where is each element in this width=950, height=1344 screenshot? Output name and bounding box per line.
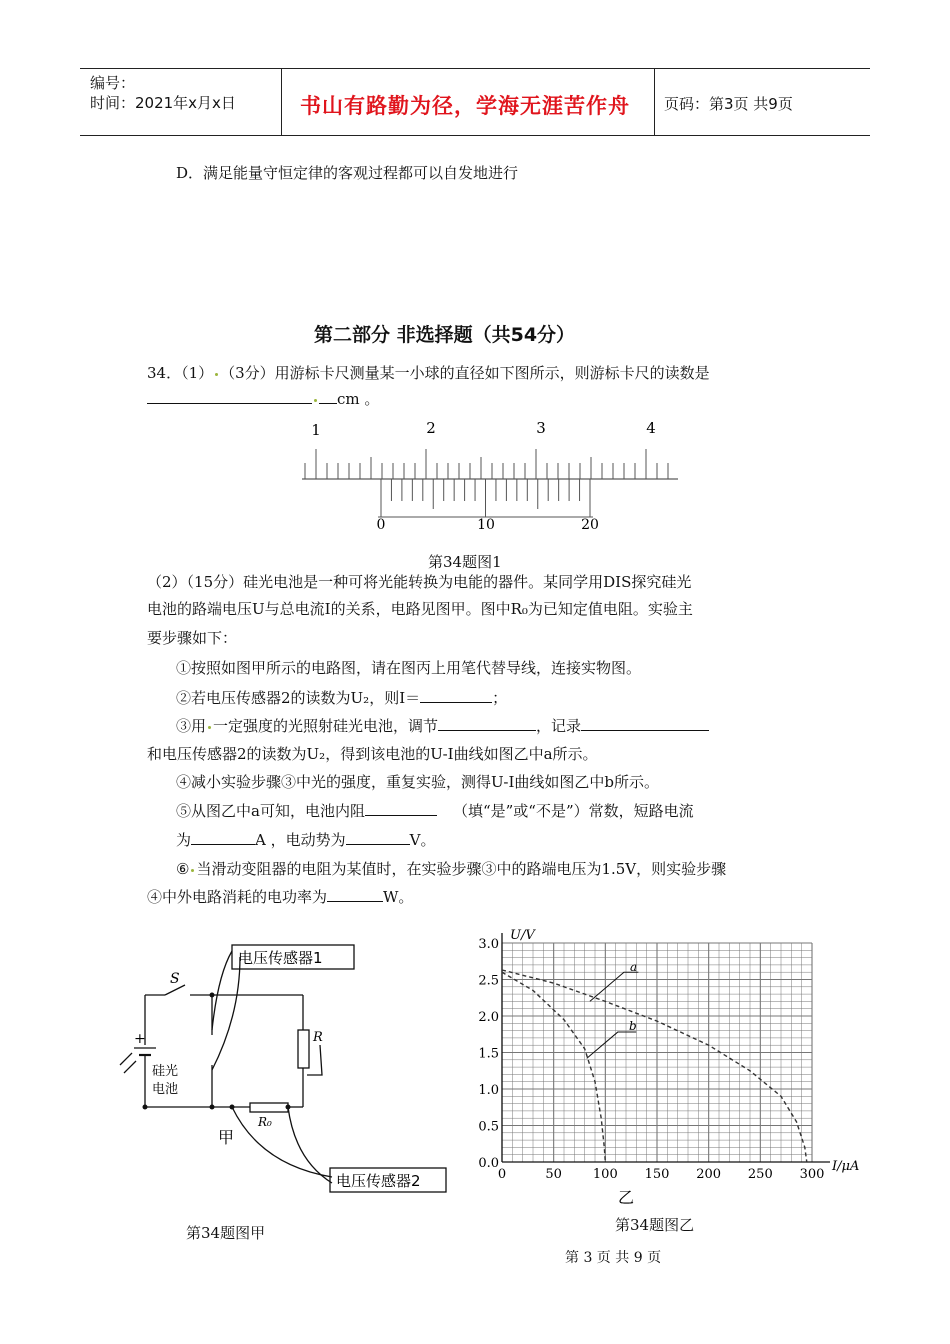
marker-dot [208, 726, 211, 729]
ui-curve-chart [470, 925, 880, 1215]
header-divider [654, 68, 655, 135]
light-arrow [124, 1061, 136, 1073]
y-tick-label: 1.5 [478, 1046, 499, 1062]
vernier-caliper-figure [290, 415, 690, 540]
q34-part2-line2: 电池的路端电压U与总电流I的关系，电路见图甲。图中R₀为已知定值电阻。实验主 [147, 600, 693, 618]
main-scale-label: 3 [536, 419, 546, 437]
marker-dot [314, 399, 317, 402]
sensor1-lead [212, 951, 232, 1030]
sensor1-label: 电压传感器1 [238, 949, 323, 967]
step-3-cont: 和电压传感器2的读数为U₂，得到该电池的U-I曲线如图乙中a所示。 [147, 745, 598, 763]
vernier-scale [378, 479, 593, 517]
header-motto: 书山有路勤为径，学海无涯苦作舟 [300, 94, 630, 118]
header-divider [281, 68, 282, 135]
y-tick-label: 2.5 [478, 973, 499, 989]
step-3: ③用 一定强度的光照射硅光电池，调节 ，记录 [176, 715, 709, 736]
figure-name-jia: 甲 [218, 1128, 235, 1147]
step-5: ⑤从图乙中a可知，电池内阻 （填“是”或“不是”）常数，短路电流 [176, 802, 694, 820]
x-tick-label: 300 [799, 1167, 825, 1182]
y-axis-label: U/V [510, 928, 535, 943]
y-tick-label: 2.0 [478, 1010, 499, 1025]
answer-blank[interactable] [346, 830, 410, 845]
header-top-rule [80, 68, 870, 69]
main-scale [302, 449, 678, 479]
main-scale-label: 2 [426, 419, 436, 437]
option-d: D．满足能量守恒定律的客观过程都可以自发地进行 [176, 164, 519, 182]
sensor2-label: 电压传感器2 [336, 1172, 421, 1190]
answer-blank[interactable] [319, 389, 337, 404]
answer-blank[interactable] [581, 716, 709, 731]
chart-curves [502, 970, 807, 1162]
section-title: 第二部分 非选择题（共54分） [314, 324, 576, 346]
x-tick-label: 100 [592, 1167, 618, 1182]
y-tick-label: 3.0 [478, 937, 499, 952]
answer-blank[interactable] [365, 801, 437, 816]
x-tick-label: 0 [497, 1167, 507, 1182]
junction-dot [210, 993, 215, 998]
serial-label: 编号： [90, 74, 136, 92]
answer-blank[interactable] [147, 389, 312, 404]
series-curve-a [502, 970, 807, 1162]
circuit-diagram [110, 935, 460, 1200]
cell-label: 硅光 [152, 1064, 179, 1079]
chart-ticks [478, 937, 824, 1182]
marker-dot [191, 869, 194, 872]
junction-dot [230, 1105, 235, 1110]
step-5-cont: 为 A ，电动势为 V。 [176, 831, 436, 849]
time-label: 时间：2021年x月x日 [90, 94, 236, 112]
main-scale-label: 4 [646, 419, 656, 437]
q34-part2-line1: （2）（15分）硅光电池是一种可将光能转换为电能的器件。某同学用DIS探究硅光 [147, 573, 692, 591]
series-label-a: a [630, 960, 638, 974]
marker-dot [215, 373, 218, 376]
vernier-label: 0 [376, 517, 386, 533]
x-tick-label: 200 [696, 1167, 722, 1182]
x-tick-label: 150 [644, 1167, 670, 1182]
x-tick-label: 250 [747, 1167, 773, 1182]
header-bottom-rule [80, 135, 870, 136]
step-1: ①按照如图甲所示的电路图，请在图丙上用笔代替导线，连接实物图。 [176, 659, 642, 677]
fig-jia-caption: 第34题图甲 [186, 1224, 266, 1242]
rheostat-label: R [313, 1030, 323, 1045]
page-footer: 第 3 页 共 9 页 [565, 1250, 662, 1266]
sensor2-lead [232, 1107, 332, 1177]
answer-blank[interactable] [191, 830, 255, 845]
y-tick-label: 1.0 [478, 1083, 499, 1098]
chart-grid [502, 933, 830, 1162]
vernier-label: 10 [477, 517, 495, 533]
step-4: ④减小实验步骤③中光的强度，重复实验，测得U-I曲线如图乙中b所示。 [176, 773, 659, 791]
light-arrow [120, 1053, 132, 1065]
y-tick-label: 0.5 [478, 1119, 499, 1135]
switch-label: S [170, 971, 180, 987]
fig-yi-caption: 第34题图乙 [615, 1216, 695, 1234]
fixed-resistor [250, 1103, 288, 1112]
answer-blank[interactable] [327, 887, 383, 902]
q34-part1-answer-line: cm 。 [147, 388, 379, 409]
junction-dot [286, 1105, 291, 1110]
battery-plus: + [134, 1031, 146, 1047]
step-6-cont: ④中外电路消耗的电功率为 W。 [147, 888, 414, 906]
sensor1-lead [212, 957, 240, 1070]
y-tick-label: 0.0 [478, 1156, 499, 1171]
q34-part1-stem: 34．（1） （3分）用游标卡尺测量某一小球的直径如下图所示，则游标卡尺的读数是 [147, 364, 710, 382]
answer-blank[interactable] [420, 688, 492, 703]
main-scale-label: 1 [311, 421, 321, 439]
junction-dot [143, 1105, 148, 1110]
fixed-resistor-label: R₀ [258, 1115, 272, 1129]
x-axis-label: I/μA [832, 1159, 860, 1174]
page-info: 页码：第3页 共9页 [664, 95, 793, 113]
x-tick-label: 50 [545, 1167, 562, 1182]
junction-dot [210, 1105, 215, 1110]
answer-blank[interactable] [438, 716, 536, 731]
q34-part2-line3: 要步骤如下： [147, 629, 238, 647]
step-2: ②若电压传感器2的读数为U₂，则I＝ ； [176, 689, 508, 707]
vernier-label: 20 [581, 517, 599, 533]
cell-label: 电池 [152, 1082, 179, 1097]
step-6: ⑥ 当滑动变阻器的电阻为某值时，在实验步骤③中的路端电压为1.5V，则实验步骤 [176, 860, 727, 878]
series-label-b: b [629, 1019, 637, 1033]
fig1-caption: 第34题图1 [428, 553, 502, 571]
rheostat [298, 1030, 309, 1068]
figure-name-yi: 乙 [618, 1188, 635, 1207]
